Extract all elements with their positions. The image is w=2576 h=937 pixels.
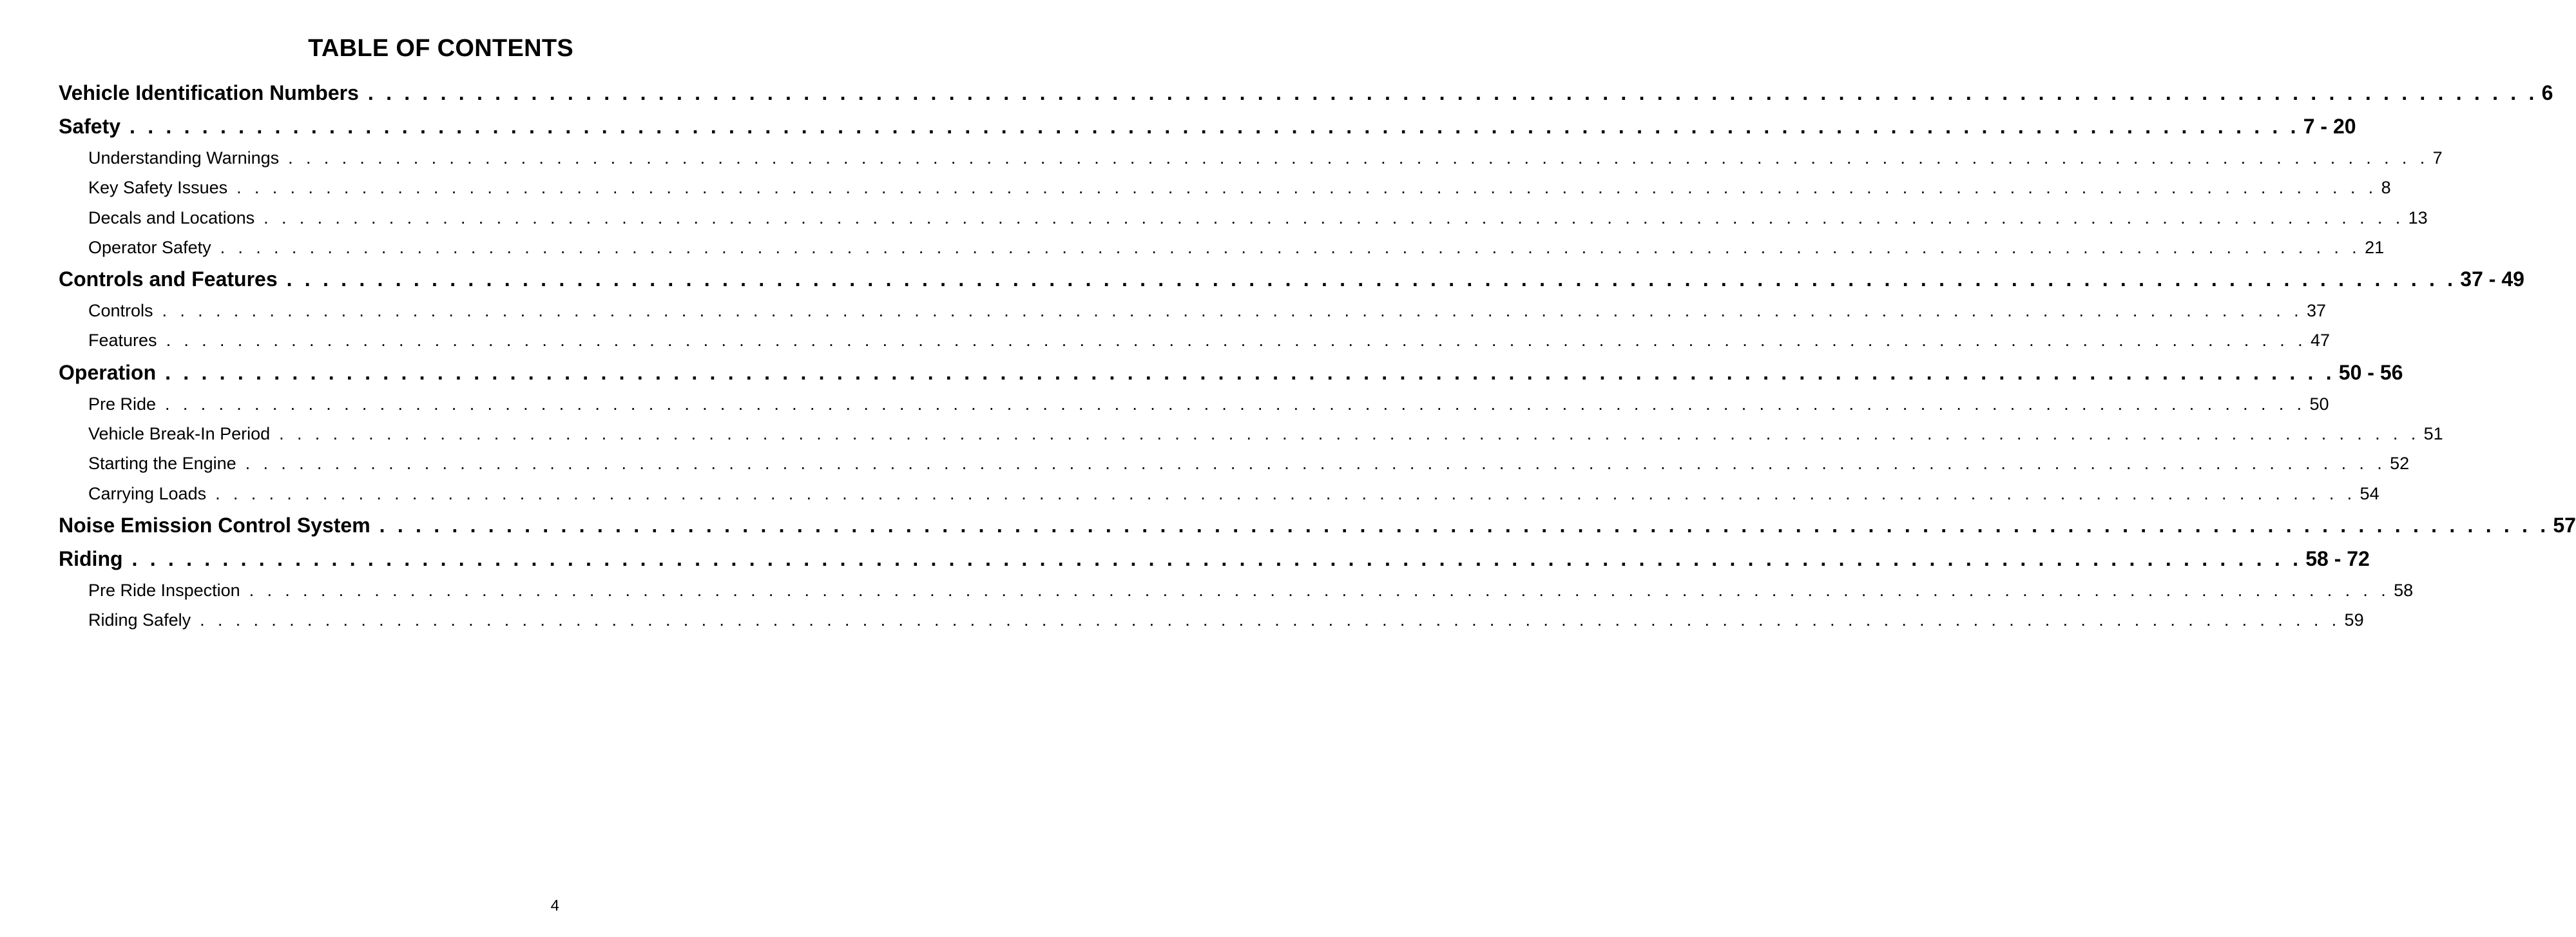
toc-entry-page: 50 - 56 xyxy=(2338,360,2403,384)
toc-entry-label: Pre Ride Inspection xyxy=(88,580,240,600)
toc-entry-page: 21 xyxy=(2365,237,2385,257)
toc-subsection-entry xyxy=(59,325,2331,355)
toc-subsection-entry xyxy=(59,389,2329,419)
toc-subsection-entry xyxy=(59,296,2327,325)
toc-dot-leader: . . . . . . . . . . . . . . . . . . . . . . . . . . . . . . . . . . . . . . . . . . . . . . . . . . . . . . . . . . . . . . . . . . . . . . . . . . . . . . . . . . . . . . . . . . . . . . . . . . . . . . . . . . . . . . . . . . . . . . . . xyxy=(200,610,2341,630)
toc-subsection-entry xyxy=(59,605,2364,635)
toc-dot-leader: . . . . . . . . . . . . . . . . . . . . . . . . . . . . . . . . . . . . . . . . . . . . . . . . . . . . . . . . . . . . . . . . . . . . . . . . . . . . . . . . . . . . . . . . . . . . . . . . . . . . . . . . . . . . . . . . . . . . . . . . xyxy=(166,331,2307,351)
toc-entry-page: 57 xyxy=(2553,513,2576,537)
toc-entry-label: Understanding Warnings xyxy=(88,148,280,168)
toc-entry-page: 37 xyxy=(2307,301,2327,321)
toc-entry-label: Vehicle Identification Numbers xyxy=(59,81,359,104)
toc-entry-page: 13 xyxy=(2408,208,2428,227)
toc-dot-leader: . . . . . . . . . . . . . . . . . . . . . . . . . . . . . . . . . . . . . . . . . . . . . . . . . . . . . . . . . . . . . . . . . . . . . . . . . . . . . . . . . . . . . . . . . . . . . . . . . . . . . . . . . . . . . . . . . . . . . . . . xyxy=(165,394,2306,414)
toc-dot-leader: . . . . . . . . . . . . . . . . . . . . . . . . . . . . . . . . . . . . . . . . . . . . . . . . . . . . . . . . . . . . . . . . . . . . . . . . . . . . . . . . . . . . . . . . . . . . . . . . . . . . . . . . . . . . . . . . . . . . . . . . xyxy=(286,267,2457,291)
toc-entry-page: 59 xyxy=(2344,610,2364,630)
toc-entry-label: Safety xyxy=(59,115,121,138)
toc-dot-leader: . . . . . . . . . . . . . . . . . . . . . . . . . . . . . . . . . . . . . . . . . . . . . . . . . . . . . . . . . . . . . . . . . . . . . . . . . . . . . . . . . . . . . . . . . . . . . . . . . . . . . . . . . . . . . . . . . . . . . . . . xyxy=(367,81,2538,104)
toc-dot-leader: . . . . . . . . . . . . . . . . . . . . . . . . . . . . . . . . . . . . . . . . . . . . . . . . . . . . . . . . . . . . . . . . . . . . . . . . . . . . . . . . . . . . . . . . . . . . . . . . . . . . . . . . . . . . . . . . . . . . . . . . xyxy=(379,513,2550,537)
toc-dot-leader: . . . . . . . . . . . . . . . . . . . . . . . . . . . . . . . . . . . . . . . . . . . . . . . . . . . . . . . . . . . . . . . . . . . . . . . . . . . . . . . . . . . . . . . . . . . . . . . . . . . . . . . . . . . . . . . . . . . . . . . . xyxy=(220,237,2361,257)
toc-entry-label: Riding Safely xyxy=(88,610,191,630)
toc-entry-label: Controls xyxy=(88,301,153,321)
toc-entry-page: 58 xyxy=(2394,580,2414,600)
toc-entry-page: 54 xyxy=(2360,483,2379,503)
toc-entry-page: 51 xyxy=(2423,424,2443,444)
toc-entry-page: 52 xyxy=(2390,454,2410,474)
toc-entry-page: 37 - 49 xyxy=(2460,267,2524,291)
toc-subsection-entry xyxy=(59,575,2414,605)
toc-subsection-entry xyxy=(59,143,2443,173)
toc-entry-label: Carrying Loads xyxy=(88,483,207,503)
toc-dot-leader: . . . . . . . . . . . . . . . . . . . . . . . . . . . . . . . . . . . . . . . . . . . . . . . . . . . . . . . . . . . . . . . . . . . . . . . . . . . . . . . . . . . . . . . . . . . . . . . . . . . . . . . . . . . . . . . . . . . . . . . . xyxy=(236,178,2378,198)
toc-entry-label: Pre Ride xyxy=(88,394,157,414)
table-of-contents xyxy=(59,76,2576,635)
toc-entry-label: Starting the Engine xyxy=(88,454,236,474)
toc-entry-page: 8 xyxy=(2381,178,2391,198)
toc-subsection-entry xyxy=(59,449,2410,478)
toc-dot-leader: . . . . . . . . . . . . . . . . . . . . . . . . . . . . . . . . . . . . . . . . . . . . . . . . . . . . . . . . . . . . . . . . . . . . . . . . . . . . . . . . . . . . . . . . . . . . . . . . . . . . . . . . . . . . . . . . . . . . . . . . xyxy=(131,546,2302,570)
toc-entry-page: 7 - 20 xyxy=(2303,115,2356,138)
toc-dot-leader: . . . . . . . . . . . . . . . . . . . . . . . . . . . . . . . . . . . . . . . . . . . . . . . . . . . . . . . . . . . . . . . . . . . . . . . . . . . . . . . . . . . . . . . . . . . . . . . . . . . . . . . . . . . . . . . . . . . . . . . . xyxy=(130,115,2300,138)
toc-subsection-entry xyxy=(59,173,2391,202)
toc-section-entry xyxy=(59,508,2576,542)
toc-entry-label: Operation xyxy=(59,360,157,384)
toc-entry-label: Decals and Locations xyxy=(88,208,255,227)
toc-section-entry xyxy=(59,262,2524,296)
page-title: TABLE OF CONTENTS xyxy=(308,35,573,62)
toc-dot-leader: . . . . . . . . . . . . . . . . . . . . . . . . . . . . . . . . . . . . . . . . . . . . . . . . . . . . . . . . . . . . . . . . . . . . . . . . . . . . . . . . . . . . . . . . . . . . . . . . . . . . . . . . . . . . . . . . . . . . . . . . xyxy=(215,483,2356,503)
toc-dot-leader: . . . . . . . . . . . . . . . . . . . . . . . . . . . . . . . . . . . . . . . . . . . . . . . . . . . . . . . . . . . . . . . . . . . . . . . . . . . . . . . . . . . . . . . . . . . . . . . . . . . . . . . . . . . . . . . . . . . . . . . . xyxy=(288,148,2429,168)
toc-entry-label: Features xyxy=(88,331,157,351)
toc-entry-page: 50 xyxy=(2309,394,2329,414)
toc-dot-leader: . . . . . . . . . . . . . . . . . . . . . . . . . . . . . . . . . . . . . . . . . . . . . . . . . . . . . . . . . . . . . . . . . . . . . . . . . . . . . . . . . . . . . . . . . . . . . . . . . . . . . . . . . . . . . . . . . . . . . . . . xyxy=(162,301,2303,321)
toc-subsection-entry xyxy=(59,203,2428,233)
toc-subsection-entry xyxy=(59,479,2379,508)
toc-entry-label: Riding xyxy=(59,546,123,570)
toc-dot-leader: . . . . . . . . . . . . . . . . . . . . . . . . . . . . . . . . . . . . . . . . . . . . . . . . . . . . . . . . . . . . . . . . . . . . . . . . . . . . . . . . . . . . . . . . . . . . . . . . . . . . . . . . . . . . . . . . . . . . . . . . xyxy=(245,454,2387,474)
toc-dot-leader: . . . . . . . . . . . . . . . . . . . . . . . . . . . . . . . . . . . . . . . . . . . . . . . . . . . . . . . . . . . . . . . . . . . . . . . . . . . . . . . . . . . . . . . . . . . . . . . . . . . . . . . . . . . . . . . . . . . . . . . . xyxy=(165,360,2335,384)
toc-entry-page: 58 - 72 xyxy=(2305,546,2370,570)
toc-entry-page: 7 xyxy=(2432,148,2443,168)
toc-entry-page: 47 xyxy=(2311,331,2331,351)
toc-entry-label: Vehicle Break-In Period xyxy=(88,424,271,444)
toc-dot-leader: . . . . . . . . . . . . . . . . . . . . . . . . . . . . . . . . . . . . . . . . . . . . . . . . . . . . . . . . . . . . . . . . . . . . . . . . . . . . . . . . . . . . . . . . . . . . . . . . . . . . . . . . . . . . . . . . . . . . . . . . xyxy=(279,424,2420,444)
toc-section-entry xyxy=(59,542,2370,575)
toc-subsection-entry xyxy=(59,419,2443,449)
toc-section-entry xyxy=(59,110,2356,143)
page-number: 4 xyxy=(550,897,559,914)
toc-section-entry xyxy=(59,356,2403,389)
toc-section-entry xyxy=(59,76,2553,110)
toc-entry-label: Key Safety Issues xyxy=(88,178,228,198)
toc-entry-label: Operator Safety xyxy=(88,237,211,257)
toc-dot-leader: . . . . . . . . . . . . . . . . . . . . . . . . . . . . . . . . . . . . . . . . . . . . . . . . . . . . . . . . . . . . . . . . . . . . . . . . . . . . . . . . . . . . . . . . . . . . . . . . . . . . . . . . . . . . . . . . . . . . . . . . xyxy=(249,580,2390,600)
toc-subsection-entry xyxy=(59,233,2385,262)
toc-entry-label: Controls and Features xyxy=(59,267,278,291)
toc-dot-leader: . . . . . . . . . . . . . . . . . . . . . . . . . . . . . . . . . . . . . . . . . . . . . . . . . . . . . . . . . . . . . . . . . . . . . . . . . . . . . . . . . . . . . . . . . . . . . . . . . . . . . . . . . . . . . . . . . . . . . . . . xyxy=(264,208,2405,227)
toc-entry-page: 6 xyxy=(2541,81,2553,104)
toc-entry-label: Noise Emission Control System xyxy=(59,513,370,537)
